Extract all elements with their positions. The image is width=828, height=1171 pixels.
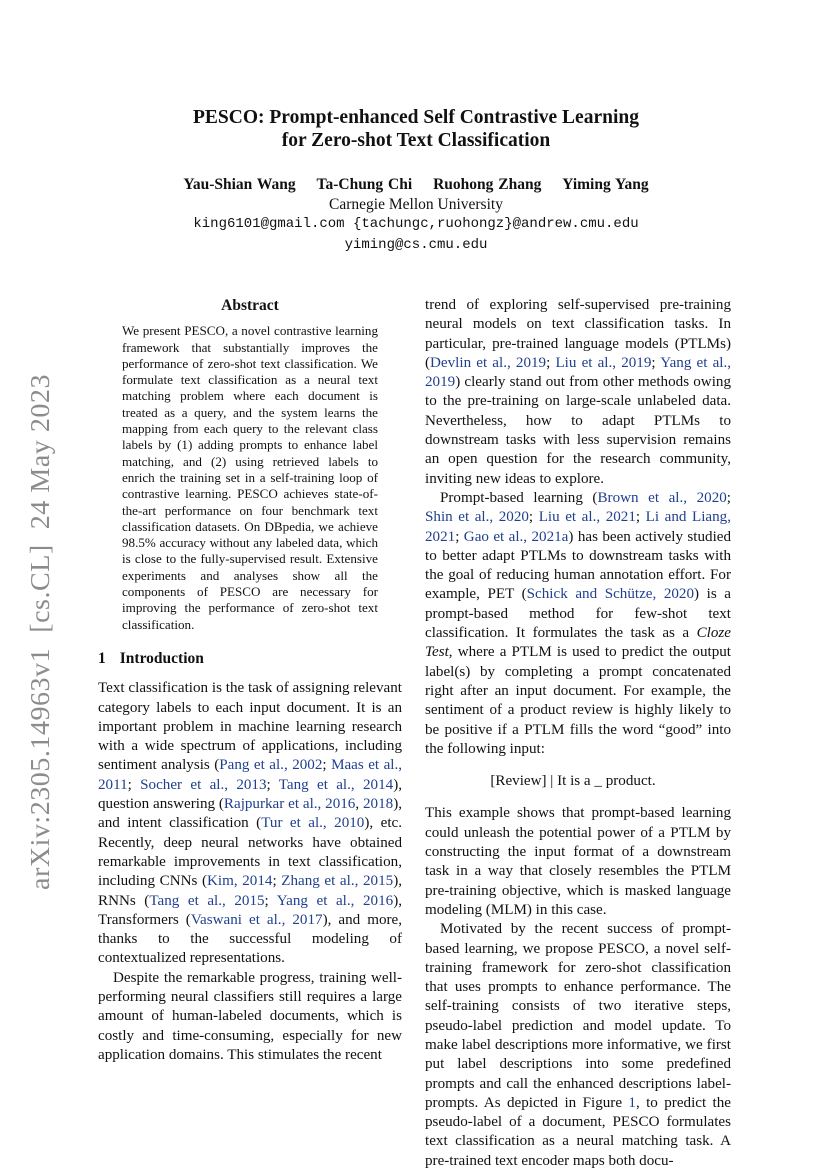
right-column — [425, 296, 731, 1171]
paper-title — [96, 106, 736, 152]
citation-link[interactable]: Shin et al., 2020 — [425, 509, 529, 526]
left-column — [98, 296, 402, 1065]
section-heading — [98, 649, 402, 668]
citation-link[interactable]: Vaswani et al., 2017 — [190, 911, 323, 928]
intro-paragraph-3: Prompt-based learning (Brown et al., 2020; Shin et al., 2020; Liu et al., 2021; Li and Liang, 2021; Gao et al., 2021a) has been actively studied to better adapt PTLMs to downstream tasks with the goal of reducing human annotation effort. For example, PET (Schick and Schütze, 2020) is a prompt-based method for few-shot text classification. It formulates the task as a Cloze Test, where a PTLM is used to predict the output label(s) by completing a prompt concatenated right after an input document. For example, the sentiment of a product review is highly likely to be positive if a PTLM fills the word “good” into the following input: — [425, 489, 732, 757]
citation-link[interactable]: Pang et al., 2002 — [219, 757, 323, 774]
citation-link[interactable]: Tur et al., 2010 — [261, 815, 365, 832]
citation-link[interactable]: Yang et al., 2016 — [276, 892, 394, 909]
citation-link[interactable]: Brown et al., 2020 — [597, 489, 727, 506]
author-name: Ruohong Zhang — [433, 176, 542, 193]
citation-link[interactable]: Tang et al., 2015 — [149, 892, 265, 909]
affiliation: Carnegie Mellon University — [329, 196, 503, 213]
intro-paragraph-2-continued: trend of exploring self-supervised pre-training neural models on text classification tasks. In particular, pre-trained language models (PTLMs) (Devlin et al., 2019; Liu et al., 2019; Yang et al., 2019) clearly stand out from other methods owing to the pre-training on large-scale unlabeled data. Nevertheless, how to adapt PTLMs to downstream tasks with less supervision remains an open question for the research community, inviting new ideas to explore. — [425, 297, 732, 487]
citation-link[interactable]: Liu et al., 2019 — [555, 354, 652, 371]
section-number: 1 — [98, 649, 106, 667]
citation-link[interactable]: Kim, 2014 — [207, 873, 273, 890]
paper-header — [96, 106, 736, 256]
abstract-text: We present PESCO, a novel contrastive learning framework that substantially improves the performance of zero-shot text classification. We formulate text classification as a neural text matching problem where each document is treated as a query, and the system learns the mapping from each query to the relevant class labels by (1) adding prompts to enhance label matching, and (2) using retrieved labels to enrich the training set in a self-training loop of contrastive learning. PESCO achieves state-of-the-art performance on four benchmark text classification datasets. On DBpedia, we achieve 98.5% accuracy without any labeled data, which is close to the fully-supervised result. Extensive experiments and analyses show all the components of PESCO are necessary for improving the performance of zero-shot text classification. — [122, 323, 378, 632]
citation-link[interactable]: Yang et al., 2019 — [425, 354, 732, 391]
intro-paragraph-1: Text classification is the task of assigning relevant category labels to each input document. It is an important problem in machine learning research with a wide spectrum of applications, including sentiment analysis (Pang et al., 2002; Maas et al., 2011; Socher et al., 2013; Tang et al., 2014), question answering (Rajpurkar et al., 2016, 2018), and intent classification (Tur et al., 2010), etc. Recently, deep neural networks have obtained remarkable improvements in text classification, including CNNs (Kim, 2014; Zhang et al., 2015), RNNs (Tang et al., 2015; Yang et al., 2016), Transformers (Vaswani et al., 2017), and more, thanks to the successful modeling of contextualized representations. — [98, 680, 403, 967]
intro-paragraph-4: This example shows that prompt-based learning could unleash the potential power of a PTLM by constructing the input format of a downstream task in a way that closely resembles the PTLM pre-training objective, which is masked language modeling (MLM) in this case. — [425, 805, 731, 918]
abstract-heading: Abstract — [221, 297, 279, 314]
citation-link[interactable]: Rajpurkar et al., 2016 — [223, 796, 356, 813]
email-line-1: king6101@gmail.com {tachungc,ruohongz}@andrew.cmu.edu — [193, 216, 639, 232]
intro-paragraph-2: Despite the remarkable progress, training well-performing neural classifiers still requires a large amount of human-labeled documents, which is costly and time-consuming, especially for new application domains. This stimulates the recent — [98, 969, 402, 1063]
citation-link[interactable]: Maas et al., 2011 — [98, 757, 403, 793]
citation-link[interactable]: Liu et al., 2021 — [538, 509, 636, 526]
section-title: Introduction — [119, 649, 204, 667]
citation-link[interactable]: 2018 — [363, 796, 394, 813]
citation-link[interactable]: Zhang et al., 2015 — [281, 873, 394, 890]
author-name: Ta-Chung Chi — [316, 176, 413, 193]
citation-link[interactable]: Schick and Schütze, 2020 — [526, 586, 695, 603]
author-name: Yau-Shian Wang — [183, 176, 296, 193]
arxiv-stamp-text: arXiv:2305.14963v1 [cs.CL] 24 May 2023 — [25, 393, 55, 890]
citation-link[interactable]: Tang et al., 2014 — [278, 776, 394, 793]
prompt-example: [Review] | It is a _ product. — [490, 773, 656, 790]
arxiv-identifier-stamp — [22, 370, 58, 890]
title-line-2: for Zero-shot Text Classification — [281, 130, 551, 151]
citation-link[interactable]: Gao et al., 2021a — [463, 528, 569, 545]
intro-paragraph-5: Motivated by the recent success of prompt-based learning, we propose PESCO, a novel self-training framework for zero-shot classification that uses prompts to enhance performance. The self-training consists of two iterative steps, pseudo-label prediction and model update. To make label descriptions more informative, we first put label descriptions into some predefined prompts and call the enhanced descriptions label-prompts. As depicted in Figure 1, to predict the pseudo-label of a document, PESCO formulates text classification as a neural matching task. A pre-trained text encoder maps both docu- — [425, 921, 731, 1169]
author-name: Yiming Yang — [562, 176, 649, 193]
author-list — [96, 176, 736, 194]
title-line-1: PESCO: Prompt-enhanced Self Contrastive Learning — [193, 107, 639, 128]
citation-link[interactable]: Li and Liang, 2021 — [425, 509, 731, 545]
citation-link[interactable]: Devlin et al., 2019 — [430, 354, 547, 371]
figure-reference-link[interactable]: 1 — [628, 1094, 636, 1111]
email-line-2: yiming@cs.cmu.edu — [344, 237, 488, 253]
citation-link[interactable]: Socher et al., 2013 — [140, 776, 267, 793]
